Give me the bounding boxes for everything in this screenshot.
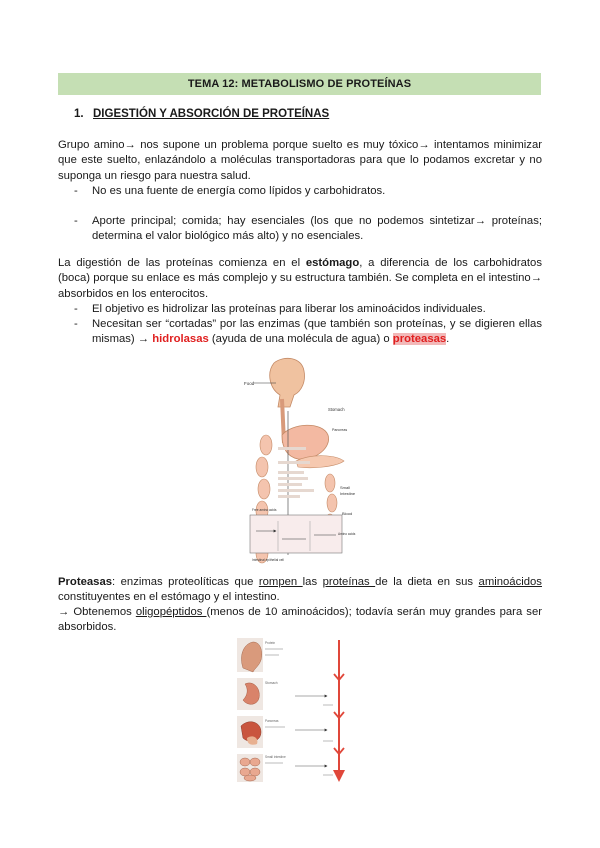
digestion-paragraph bbox=[58, 256, 542, 302]
label-free-aa: Free amino acids bbox=[252, 508, 277, 512]
section-number: 1. bbox=[74, 108, 84, 120]
proteasas-ul-2: proteínas bbox=[322, 576, 376, 588]
digestion-bullet-2-c: . bbox=[446, 333, 450, 346]
digestion-diagram bbox=[232, 355, 366, 569]
label-food: Food bbox=[244, 381, 255, 386]
digestion-bullet-2: - Necesitan ser “cortadas” por las enzimas (que también son proteínas, y se digieren ellas mismas) → hidrolasas (ayuda de una molécula de agua) o proteasas. bbox=[74, 317, 542, 348]
oligo-text-b: (menos de 10 aminoácidos); todavía serán muy grandes para ser absorbidos. bbox=[58, 606, 542, 634]
proteasas-text-b: las bbox=[302, 576, 323, 588]
section-heading bbox=[74, 108, 329, 120]
label-pancreas-2: Pancreas bbox=[265, 719, 279, 723]
oligo-ul: oligopéptidos bbox=[135, 606, 207, 618]
section-heading-text: DIGESTIÓN Y ABSORCIÓN DE PROTEÍNAS bbox=[93, 108, 330, 120]
intro-bullet-2-text: Aporte principal; comida; hay esenciales (los que no podemos sintetizar→ proteínas; determina el valor biológico más alto) y no esenciales. bbox=[92, 215, 542, 243]
label-stomach-2: Stomach bbox=[265, 681, 278, 685]
proteasas-term: proteasas bbox=[392, 333, 447, 346]
digestion-bullet-2-a: Necesitan ser “cortadas” por las enzimas (que también son proteínas, y se digieren ellas mismas) → bbox=[92, 318, 542, 346]
intro-bullet-1-text: No es una fuente de energía como lípidos y carbohidratos. bbox=[92, 185, 386, 197]
digestion-text-a: La digestión de las proteínas comienza en el bbox=[58, 257, 306, 269]
epithelium-box bbox=[250, 515, 342, 553]
label-intestine-2: Small intestine bbox=[265, 755, 286, 759]
label-small: Small bbox=[340, 485, 351, 490]
intro-bullet-2: - Aporte principal; comida; hay esenciales (los que no podemos sintetizar→ proteínas; determina el valor biológico más alto) y no esenciales. bbox=[74, 214, 542, 245]
proteasas-text-a: : enzimas proteolíticas que bbox=[112, 576, 259, 588]
label-protein: Protein bbox=[265, 641, 276, 645]
proteasas-paragraph bbox=[58, 575, 542, 606]
label-epithelial: Intestinal epithelial cell bbox=[252, 558, 284, 562]
proteasas-ul-3: aminoácidos bbox=[478, 576, 542, 588]
intro-bullet-1: - No es una fuente de energía como lípidos y carbohidratos. bbox=[74, 184, 542, 199]
digestion-bullet-2-b: (ayuda de una molécula de agua) o bbox=[208, 333, 393, 346]
digestion-bullet-1-text: El objetivo es hidrolizar las proteínas para liberar los aminoácidos individuales. bbox=[92, 303, 486, 315]
oligo-text-a: → Obtenemos bbox=[58, 606, 136, 618]
proteasas-text-d: constituyentes en el estómago y el intestino. bbox=[58, 591, 280, 604]
label-blood: Blood bbox=[342, 511, 353, 516]
label-stomach: Stomach bbox=[328, 407, 345, 412]
page-title: TEMA 12: METABOLISMO DE PROTEÍNAS bbox=[58, 73, 541, 95]
digestion-text-bold: estómago bbox=[305, 257, 360, 269]
digestion-text-b: , a diferencia de los carbohidratos (boca) porque su enlace es más complejo y su estructura también. Se completa en el intestino→ absorbidos en los enterocitos. bbox=[58, 257, 542, 300]
protein-digestion-figure bbox=[235, 634, 365, 784]
digestion-bullet-2-text bbox=[92, 317, 542, 348]
hidrolasas-term: hidrolasas bbox=[152, 333, 209, 346]
label-amino-acids: Amino acids bbox=[338, 532, 356, 536]
proteasas-heading: Proteasas bbox=[58, 576, 113, 588]
proteasas-ul-1: rompen bbox=[258, 576, 303, 588]
label-pancreas: Pancreas bbox=[332, 428, 348, 432]
proteasas-text-c: de la dieta en sus bbox=[375, 576, 479, 588]
label-intestine: Intestine bbox=[340, 491, 356, 496]
intro-paragraph: Grupo amino→ nos supone un problema porque suelto es muy tóxico→ intentamos minimizar que este suelto, enlazándolo a moléculas transportadoras para que lo podamos excretar y no suponga un riesgo para nuestra salud. bbox=[58, 139, 542, 182]
oligopeptidos-paragraph bbox=[58, 605, 542, 636]
digestion-bullet-1: - El objetivo es hidrolizar las proteínas para liberar los aminoácidos individuales. bbox=[74, 302, 542, 317]
